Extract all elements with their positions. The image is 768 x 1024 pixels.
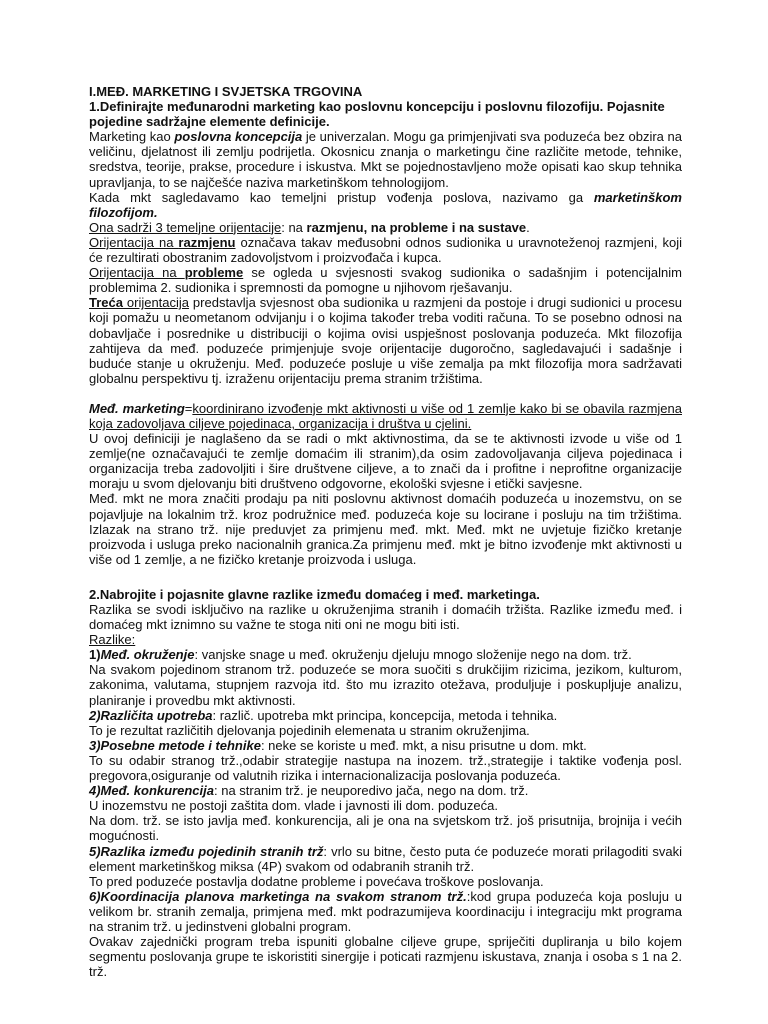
difference-2: [89, 708, 682, 723]
text-run: Ona sadrži 3 temeljne orijentacije: [89, 219, 282, 235]
text-run: 2)Različita upotreba: [89, 707, 213, 723]
difference-6: [89, 889, 682, 934]
text-run: To pred poduzeće postavlja dodatne probleme i povećava troškove poslovanja.: [89, 873, 544, 889]
difference-4-detail-b: [89, 813, 682, 843]
text-run: U ovoj definiciji je naglašeno da se radi o mkt aktivnostima, da se te aktivnosti izvode u više od 1 zemlje(ne označavajući te zemlje domaćim ili stranim),da osim zadovoljavanja ciljeva pojedinaca i organizacija treba zadovoljiti i šire društvene ciljeve, a to znači da i profitne i neprofitne organizacije moraju u svom djelovanju biti društveno odgovorne, ekološki svjesne i etički savjesne.: [89, 431, 682, 492]
text-run: koordinirano izvođenje mkt aktivnosti u više od 1 zemlje kako bi se obavila razmjena koja zadovoljava ciljeve pojedinaca, organizacija i društva u cjelini.: [89, 400, 682, 431]
difference-4-detail-a: [89, 798, 682, 813]
paragraph-definition-explanation: [89, 431, 682, 491]
text-run: : neke se koriste u međ. mkt, a nisu prisutne u dom. mkt.: [260, 737, 587, 753]
text-run: U inozemstvu ne postoji zaštita dom. vlade i javnosti ili dom. poduzeća.: [89, 798, 498, 814]
text-run: Međ. mkt ne mora značiti prodaju pa niti poslovnu aktivnost domaćih poduzeća u inozemstvu, on se pojavljuje na lokalnim trž. kroz podružnice međ. poduzeća koje su locirane i posluju na tim tržištima. Izlazak na strano trž. nije preduvjet za primjenu međ. mkt. Međ. mkt ne uvjetuje fizičko kretanje proizvoda i usluga preko nacionalnih granica.Za primjenu međ. mkt je bitno izvođenje mkt aktivnosti u više od 1 zemlje, a ne fizičko kretanje proizvoda i usluga.: [89, 491, 682, 567]
text-run: je univerzalan. Mogu ga primjenjivati sva poduzeća bez obzira na veličinu, djelatnost ili zemlju podrijetla. Okosnicu znanja o marketingu čine različite metode, tehnike, sredstva, teorije, prakse, procedure i iskustva. Mkt se pojednostavljeno može opisati kao skup tehnika upravljanja, to se najčešće naziva marketinškom tehnologijom.: [89, 129, 683, 190]
difference-4: [89, 783, 682, 798]
paragraph-marketing-philosophy: [89, 190, 682, 220]
text-run: razmjenu: [178, 234, 236, 250]
paragraph-differences-intro: [89, 602, 682, 632]
difference-1: [89, 647, 682, 662]
text-run: : vrlo su bitne, često puta će poduzeće morati prilagoditi svaki element marketinškog miksa (4P) svakom od odabranih stranih trž.: [89, 843, 682, 874]
text-run: Treća: [89, 295, 123, 311]
difference-1-detail: [89, 662, 682, 707]
text-run: probleme: [184, 265, 244, 281]
spacer: [89, 386, 682, 401]
text-run: 2.Nabrojite i pojasnite glavne razlike između domaćeg i međ. marketinga.: [89, 586, 540, 602]
text-run: se ogleda u svjesnosti svakog sudionika o sadašnjim i potencijalnim problemima 2. sudionika i spremnosti da pomogne u njihovom rješavanju.: [89, 265, 682, 296]
spacer: [89, 567, 682, 587]
text-run: To je rezultat različitih djelovanja pojedinih elemenata u stranim okruženjima.: [89, 722, 530, 738]
text-run: označava takav međusobni odnos sudionika u uravnoteženoj razmjeni, koji će rezultirati obostranim zadovoljstvom i proizvođača i kupca.: [89, 234, 682, 266]
paragraph-international-marketing-definition: [89, 401, 682, 431]
text-run: 5)Razlika između pojedinih stranih trž: [89, 843, 324, 859]
paragraph-orientation-systems: [89, 295, 682, 386]
difference-2-detail: [89, 723, 682, 738]
text-run: Orijentacija na: [89, 265, 185, 281]
paragraph-orientation-problems: [89, 265, 682, 295]
text-run: Razlika se svodi isključivo na razlike u okruženjima stranih i domaćih tržišta. Razlike između međ. i domaćeg mkt iznimno su važne te stoga niti oni ne mogu biti isti.: [89, 602, 682, 633]
text-run: poslovna koncepcija: [174, 129, 303, 145]
text-run: Marketing kao: [89, 129, 175, 145]
text-run: predstavlja svjesnost oba sudionika u razmjeni da postoje i drugi sudionici u procesu koji pomažu u neometanom odvijanju i o kojima također treba voditi računa. To se posebno odnosi na dobavljače i posrednike u distribuciji o kojima ovisi uspješnost poslovanja poduzeća. Mkt filozofija zahtijeva da međ. poduzeće primjenjuje svoje orijentacije dugoročno, sagledavajući i sadašnje i buduće stanje u okruženju. Međ. poduzeće posluje u više zemalja pa mkt filozofija mora sadržavati globalnu perspektivu tj. izraženu orijentaciju prema stranim tržištima.: [89, 295, 682, 386]
text-run: 1): [89, 647, 101, 663]
text-run: Razlike:: [89, 632, 136, 648]
difference-3-detail: [89, 753, 682, 783]
difference-6-detail: [89, 934, 682, 979]
text-run: Međ. okruženje: [100, 647, 195, 663]
text-run: I.MEĐ. MARKETING I SVJETSKA TRGOVINA: [89, 84, 363, 99]
text-run: : različ. upotreba mkt principa, koncepcija, metoda i tehnika.: [212, 707, 558, 723]
text-run: .: [526, 219, 530, 235]
text-run: : vanjske snage u međ. okruženju djeluju mnogo složenije nego na dom. trž.: [194, 647, 632, 663]
text-run: marketinškom filozofijom.: [89, 189, 682, 220]
text-run: Kada mkt sagledavamo kao temeljni pristup vođenja poslova, nazivamo ga: [89, 189, 594, 205]
difference-5: [89, 844, 682, 874]
text-run: 1.Definirajte međunarodni marketing kao poslovnu koncepciju i poslovnu filozofiju. Pojasnite pojedine sadržajne elemente definicije.: [89, 99, 665, 130]
text-run: orijentacija: [122, 295, 190, 311]
paragraph-three-orientations: [89, 220, 682, 235]
text-run: To su odabir stranog trž.,odabir strategije nastupa na inozem. trž.,strategije i taktike vođenja posl. pregovora,osiguranje od valutnih rizika i internacionalizacija poslovanja poduzeća.: [89, 752, 682, 784]
differences-label: [89, 632, 682, 647]
text-run: : na stranim trž. je neuporedivo jača, nego na dom. trž.: [213, 783, 529, 799]
text-run: Na dom. trž. se isto javlja međ. konkurencija, ali je ona na svjetskom trž. još prisutnija, brojnija i većih mogućnosti.: [89, 813, 682, 844]
text-run: razmjenu, na probleme i na sustave: [306, 219, 527, 235]
question-1-heading: [89, 99, 682, 129]
paragraph-marketing-concept: [89, 129, 682, 189]
paragraph-orientation-exchange: [89, 235, 682, 265]
text-run: Orijentacija na: [89, 234, 179, 250]
text-run: :kod grupa poduzeća koja posluju u velikom br. stranih zemalja, primjena međ. mkt podrazumijeva koordinaciju i integraciju mkt programa na stranim trž. u jedinstveni globalni program.: [89, 888, 682, 934]
text-run: =: [184, 400, 193, 416]
text-run: 3)Posebne metode i tehnike: [89, 737, 261, 753]
question-2-heading: [89, 587, 682, 602]
difference-3: [89, 738, 682, 753]
text-run: 4)Međ. konkurencija: [89, 783, 214, 799]
text-run: Ovakav zajednički program treba ispuniti globalne ciljeve grupe, spriječiti dupliranja u bilo kojem segmentu poslovanja grupe te iskoristiti sinergije i poticati razmjenu iskustava, znanja i osoba s 1 na 2. trž.: [89, 934, 682, 980]
text-run: : na: [281, 219, 307, 235]
difference-5-detail: [89, 874, 682, 889]
paragraph-international-marketing-scope: [89, 491, 682, 566]
text-run: Međ. marketing: [89, 400, 185, 416]
text-run: Na svakom pojedinom stranom trž. poduzeće se mora suočiti s drukčijim rizicima, jezikom, kulturom, zakonima, valutama, stupnjem razvoja itd. što mu izrazito otežava, produljuje i poskupljuje analizu, planiranje i provedbu mkt aktivnosti.: [89, 662, 682, 708]
document-title: [89, 84, 682, 99]
text-run: 6)Koordinacija planova marketinga na svakom stranom trž.: [89, 888, 467, 904]
